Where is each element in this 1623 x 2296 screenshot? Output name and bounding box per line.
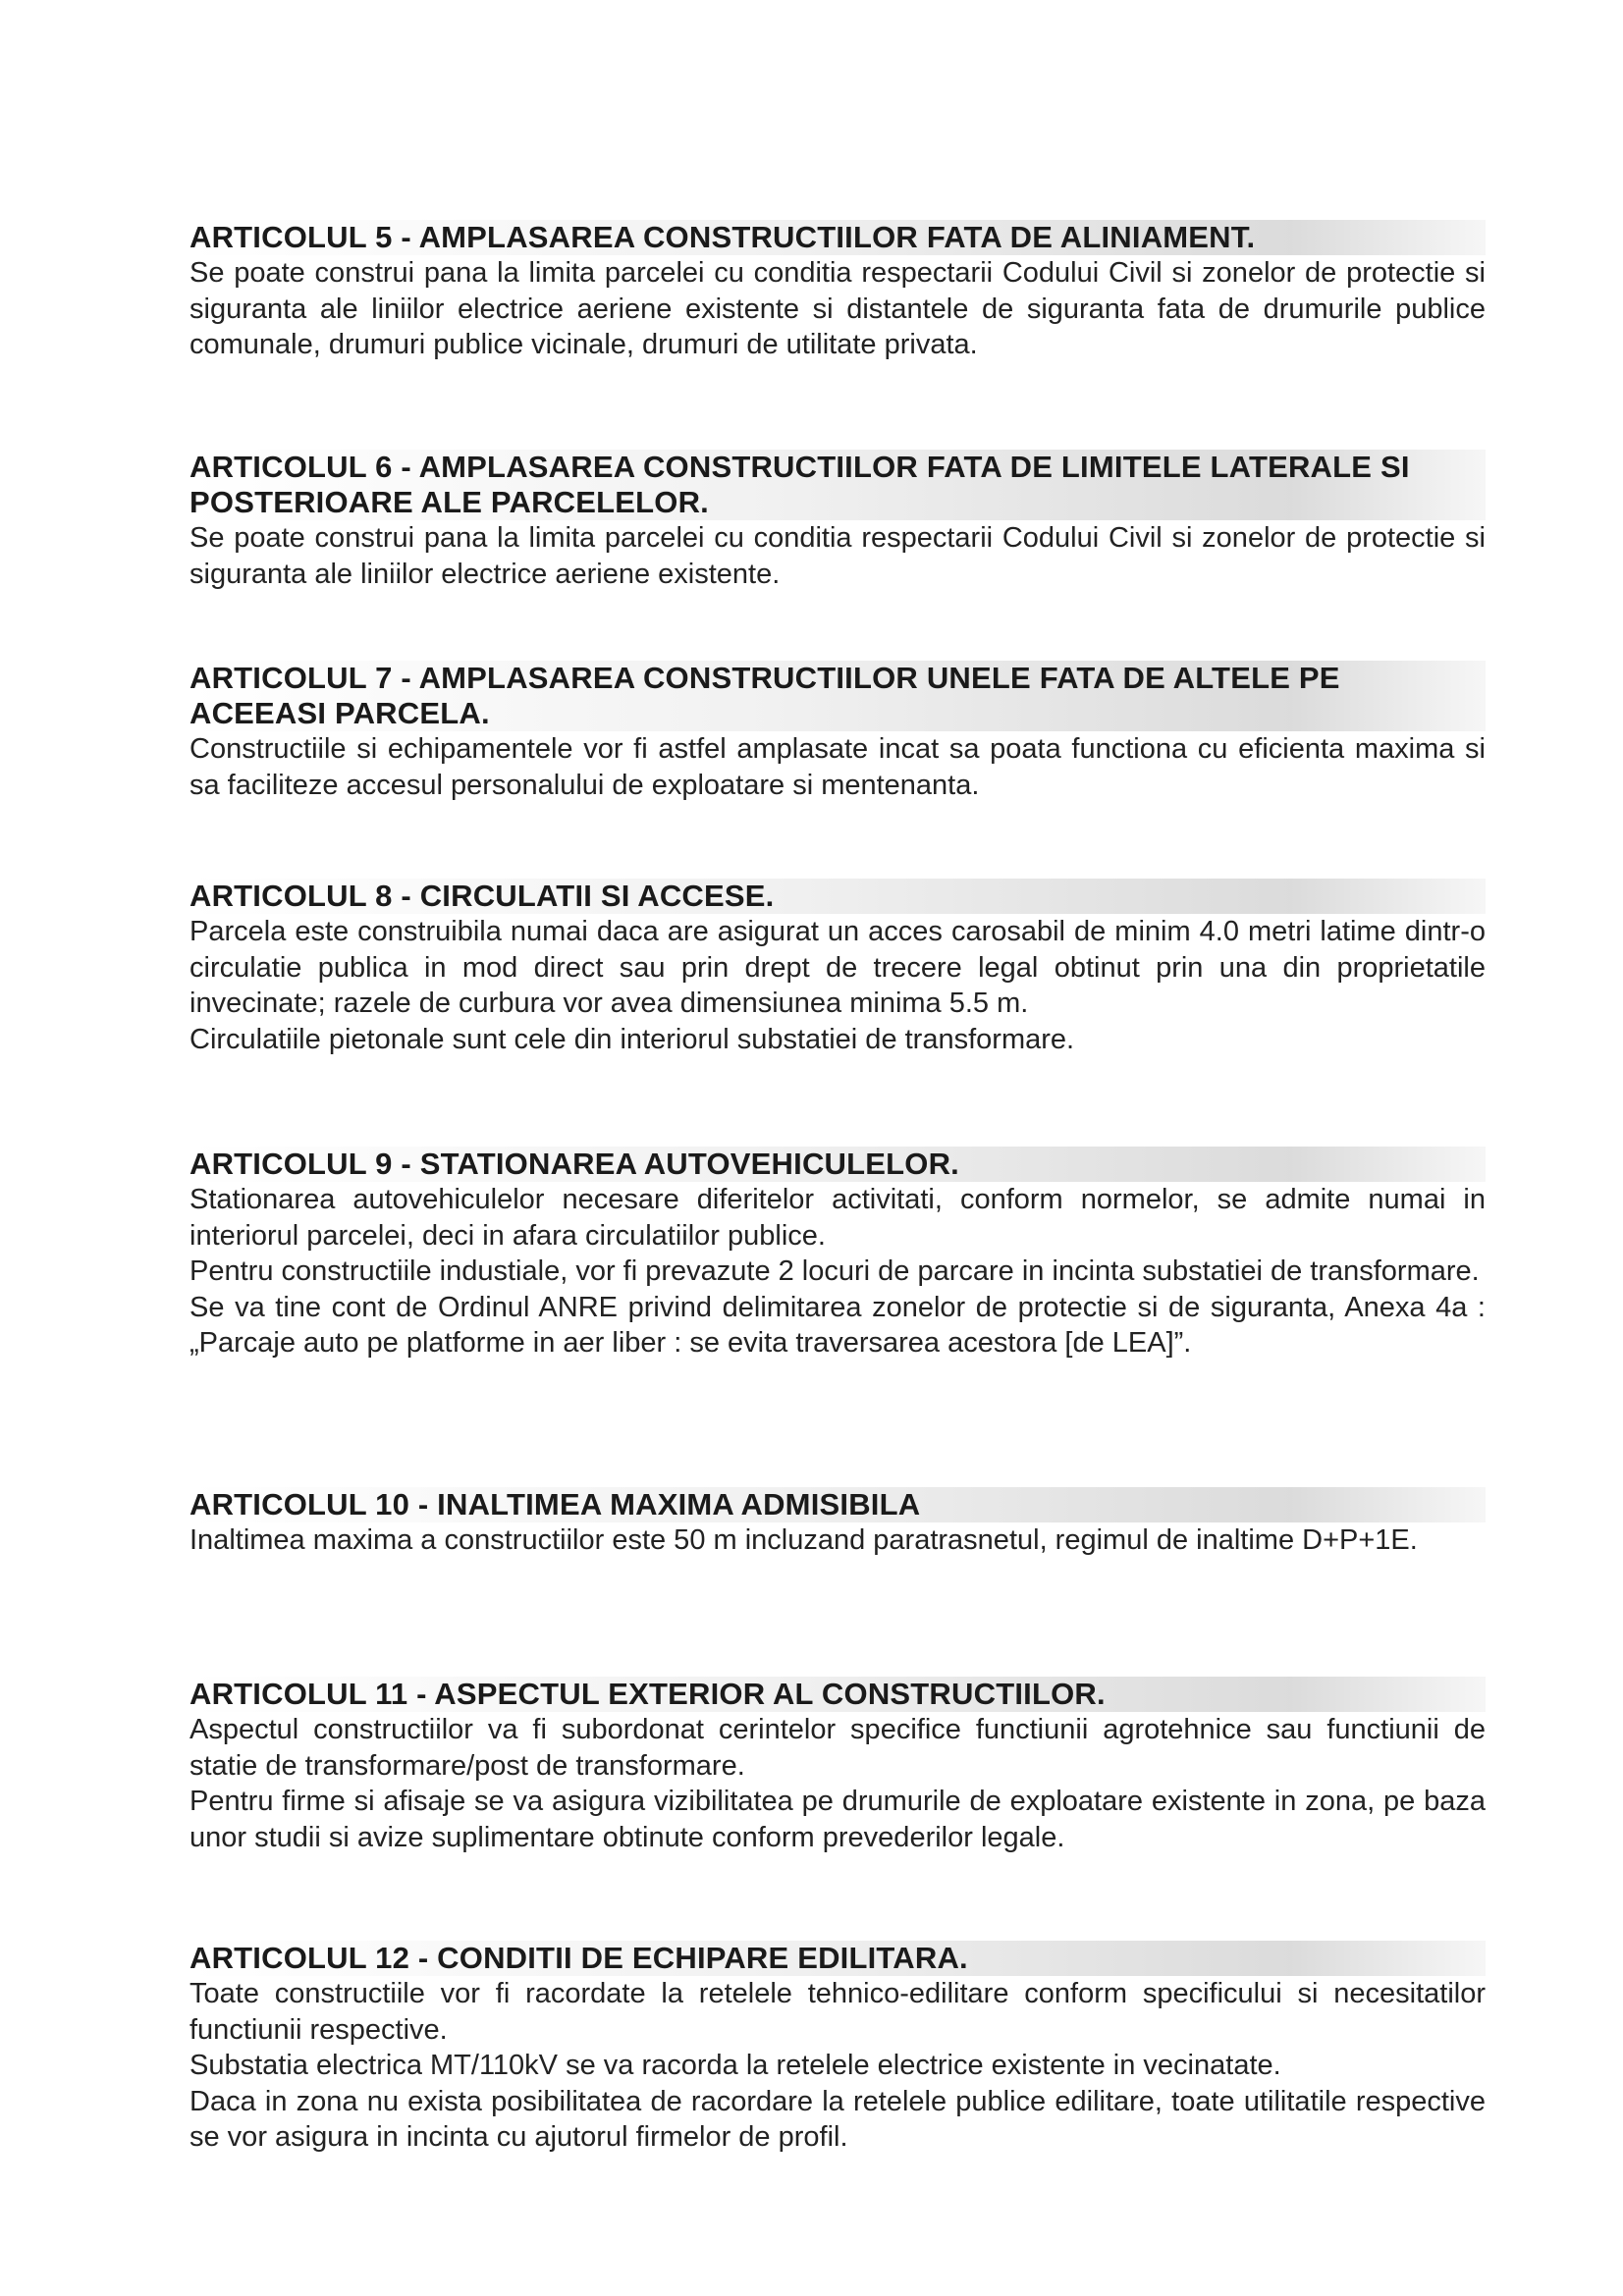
article-5 <box>189 220 1486 363</box>
article-paragraph: Toate constructiile vor fi racordate la retelele tehnico-edilitare conform specificului si necesitatilor functiunii respective. <box>189 1978 1486 2046</box>
article-paragraph: Substatia electrica MT/110kV se va racorda la retelele electrice existente in vecinatate. <box>189 2050 1281 2081</box>
article-paragraph: Daca in zona nu exista posibilitatea de racordare la retelele publice edilitare, toate utilitatile respective se vor asigura in incinta cu ajutorul firmelor de profil. <box>189 2085 1486 2153</box>
article-heading: ARTICOLUL 12 - CONDITII DE ECHIPARE EDILITARA. <box>189 1941 1486 1976</box>
article-7 <box>189 661 1486 803</box>
article-10 <box>189 1487 1486 1559</box>
article-paragraph: Stationarea autovehiculelor necesare diferitelor activitati, conform normelor, se admite numai in interiorul parcelei, deci in afara circulatiilor publice. <box>189 1184 1486 1252</box>
article-9 <box>189 1147 1486 1362</box>
article-heading: ARTICOLUL 6 - AMPLASAREA CONSTRUCTIILOR FATA DE LIMITELE LATERALE SI POSTERIOARE ALE PARCELELOR. <box>189 450 1486 520</box>
article-heading: ARTICOLUL 11 - ASPECTUL EXTERIOR AL CONSTRUCTIILOR. <box>189 1677 1486 1712</box>
article-paragraph: Se poate construi pana la limita parcelei cu conditia respectarii Codului Civil si zonelor de protectie si siguranta ale liniilor electrice aeriene existente si distantele de siguranta fata de drumurile publice comunale, drumuri publice vicinale, drumuri de utilitate privata. <box>189 257 1486 360</box>
article-8 <box>189 879 1486 1057</box>
article-paragraph: Se va tine cont de Ordinul ANRE privind delimitarea zonelor de protectie si de siguranta, Anexa 4a : „Parcaje auto pe platforme in aer liber : se evita traversarea acestora [de LEA]”. <box>189 1291 1486 1359</box>
article-6 <box>189 450 1486 592</box>
article-paragraph: Se poate construi pana la limita parcelei cu conditia respectarii Codului Civil si zonelor de protectie si siguranta ale liniilor electrice aeriene existente. <box>189 522 1486 590</box>
article-paragraph: Aspectul constructiilor va fi subordonat cerintelor specifice functiunii agrotehnice sau functiunii de statie de transformare/post de transformare. <box>189 1714 1486 1782</box>
article-heading: ARTICOLUL 7 - AMPLASAREA CONSTRUCTIILOR UNELE FATA DE ALTELE PE ACEEASI PARCELA. <box>189 661 1486 731</box>
article-paragraph: Parcela este construibila numai daca are asigurat un acces carosabil de minim 4.0 metri latime dintr-o circulatie publica in mod direct sau prin drept de trecere legal obtinut prin una din proprietatile invecinate; razele de curbura vor avea dimensiunea minima 5.5 m. <box>189 916 1486 1019</box>
article-12 <box>189 1941 1486 2156</box>
article-paragraph: Circulatiile pietonale sunt cele din interiorul substatiei de transformare. <box>189 1023 1075 1055</box>
article-paragraph: Pentru firme si afisaje se va asigura vizibilitatea pe drumurile de exploatare existente in zona, pe baza unor studii si avize suplimentare obtinute conform prevederilor legale. <box>189 1786 1486 1853</box>
article-heading: ARTICOLUL 9 - STATIONAREA AUTOVEHICULELOR. <box>189 1147 1486 1182</box>
article-heading: ARTICOLUL 8 - CIRCULATII SI ACCESE. <box>189 879 1486 914</box>
article-heading: ARTICOLUL 10 - INALTIMEA MAXIMA ADMISIBILA <box>189 1487 1486 1522</box>
article-heading: ARTICOLUL 5 - AMPLASAREA CONSTRUCTIILOR FATA DE ALINIAMENT. <box>189 220 1486 255</box>
article-paragraph: Pentru constructiile industiale, vor fi prevazute 2 locuri de parcare in incinta substatiei de transformare. <box>189 1255 1480 1287</box>
article-paragraph: Inaltimea maxima a constructiilor este 50 m incluzand paratrasnetul, regimul de inaltime D+P+1E. <box>189 1524 1418 1556</box>
article-11 <box>189 1677 1486 1855</box>
article-paragraph: Constructiile si echipamentele vor fi astfel amplasate incat sa poata functiona cu eficienta maxima si sa faciliteze accesul personalului de exploatare si mentenanta. <box>189 733 1486 801</box>
